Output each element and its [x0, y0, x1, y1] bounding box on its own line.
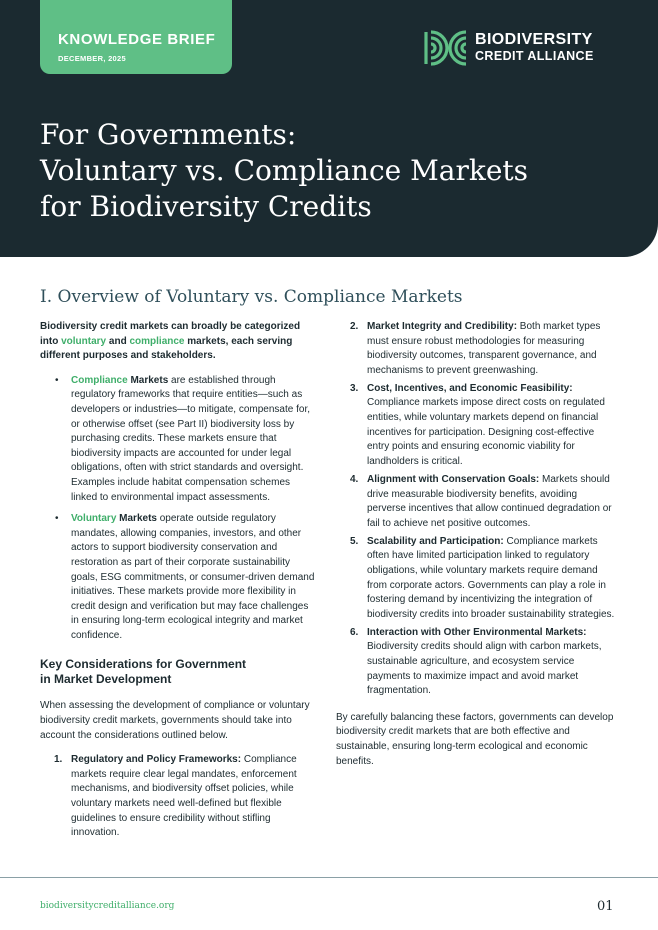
section-title: I. Overview of Voluntary vs. Compliance Markets [40, 287, 463, 307]
logo-line-2: CREDIT ALLIANCE [475, 49, 594, 63]
footer-divider [0, 877, 658, 878]
bca-logo-mark-icon [424, 29, 468, 67]
voluntary-keyword: voluntary [61, 335, 107, 347]
list-item: 2. Market Integrity and Credibility: Both market types must ensure robust methodologies for measuring biodiversity outcomes, transparent governance, and mechanisms to prevent greenwashing. [350, 321, 601, 376]
badge-date: DECEMBER, 2025 [58, 54, 126, 63]
considerations-lead: When assessing the development of compliance or voluntary biodiversity credit markets, governments should take into account the considerations outlined below. [40, 700, 310, 741]
list-item: 3. Cost, Incentives, and Economic Feasibility: Compliance markets impose direct costs on regulated entities, while voluntary markets depend on financial incentives for participation. Designing cost-effective entry points and ensuring economic viability for landholders is critical. [350, 382, 605, 467]
right-column [336, 320, 618, 779]
title-line: for Biodiversity Credits [40, 190, 372, 223]
knowledge-brief-badge [40, 0, 232, 74]
logo-line-1: BIODIVERSITY [475, 31, 593, 48]
title-line: For Governments: [40, 118, 297, 151]
list-item: 1. Regulatory and Policy Frameworks: Compliance markets require clear legal mandates, enforcement mechanisms, and biodiversity offset policies, while voluntary markets need well-defined but flexible guidelines to ensure credibility without stifling innovation. [54, 754, 297, 839]
list-item: • Voluntary Markets operate outside regulatory mandates, allowing companies, investors, and other actors to support biodiversity conservation and restoration as part of their corporate sustainability goals, ESG commitments, or consumer-driven demand initiatives. These markets provide more flexibility in credit design and verification but may face challenges in ensuring long-term ecological integrity and market confidence. [40, 512, 318, 643]
list-item: 4. Alignment with Conservation Goals: Markets should drive measurable biodiversity benefits, avoiding perverse incentives that allow continued degradation or fail to achieve net positive outcomes. [350, 473, 612, 529]
compliance-keyword: compliance [129, 335, 185, 347]
title-line: Voluntary vs. Compliance Markets [40, 154, 529, 187]
list-item: 5. Scalability and Participation: Compliance markets often have limited participation linked to regulatory obligations, while voluntary markets require demand from corporate actors. Governments can play a role in fostering demand by incentivizing the integration of biodiversity credits into broader sustainability strategies. [350, 535, 615, 620]
voluntary-keyword: Voluntary [71, 513, 117, 525]
page-title [40, 117, 640, 225]
header-banner [0, 0, 658, 257]
intro-paragraph: Biodiversity credit markets can broadly be categorized into voluntary and compliance markets, each serving different purposes and stakeholders. [40, 321, 301, 362]
list-item: 6. Interaction with Other Environmental Markets: Biodiversity credits should align with carbon markets, sustainable agriculture, and ecosystem service payments to maximize impact and avoid market fragmentation. [350, 626, 602, 697]
badge-title: KNOWLEDGE BRIEF [58, 31, 216, 48]
key-considerations-heading: Key Considerations for Government in Market Development [40, 657, 247, 687]
page-number: 01 [597, 899, 614, 914]
market-types-list [40, 374, 318, 644]
brand-logo-text [475, 32, 594, 64]
list-item: • Compliance Markets are established through regulatory frameworks that require entities—such as developers or industries—to mitigate, compensate for, or otherwise offset (see Part II) biodiversity loss by purchasing credits. These markets ensure that biodiversity impacts are accounted for under legal obligations, often with strict standards and oversight. Examples include habitat compensation schemes linked to environmental impact assessments. [40, 374, 318, 505]
considerations-list-continued [336, 320, 618, 699]
footer-website-link[interactable]: biodiversitycreditalliance.org [40, 901, 175, 911]
left-column [40, 320, 318, 844]
compliance-keyword: Compliance [71, 374, 128, 386]
considerations-list [40, 753, 318, 841]
conclusion-paragraph: By carefully balancing these factors, governments can develop biodiversity credit markets that are both effective and sustainable, ensuring long-term ecological and economic benefits. [336, 711, 614, 767]
